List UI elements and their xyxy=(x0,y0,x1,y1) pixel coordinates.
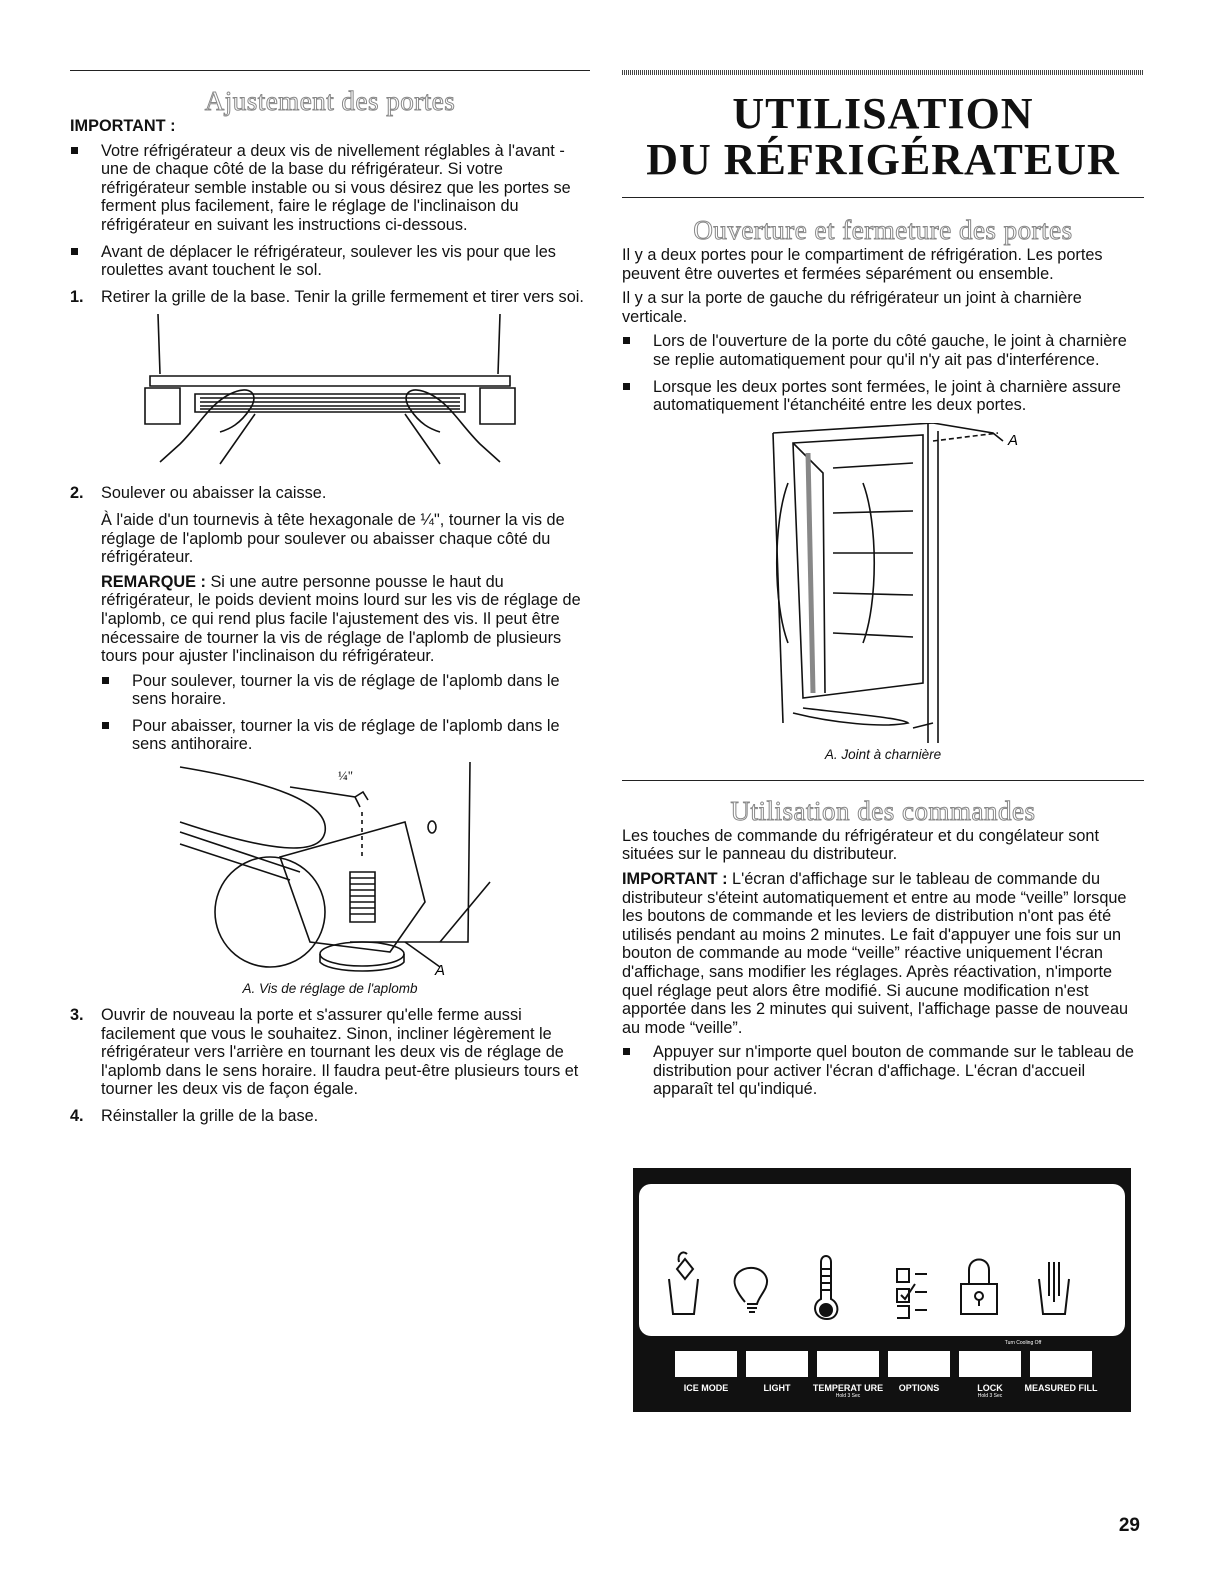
paragraph: Les touches de commande du réfrigérateur et du congélateur sont situées sur le panneau du distributeur. xyxy=(622,826,1099,864)
display-icons xyxy=(639,1184,1125,1336)
dispenser-control-panel xyxy=(633,1168,1131,1412)
right-top-rule xyxy=(622,70,1144,75)
remarque-label: REMARQUE : xyxy=(101,572,206,591)
display-screen xyxy=(639,1184,1125,1336)
hold-3-sec-label: Hold 3 Sec xyxy=(835,1393,861,1399)
step-text: Retirer la grille de la base. Tenir la grille fermement et tirer vers soi. xyxy=(101,287,584,306)
left-top-rule xyxy=(70,70,590,71)
figure-caption: A. Vis de réglage de l'aplomb xyxy=(242,981,418,997)
bullet-item: Avant de déplacer le réfrigérateur, soulever les vis pour que les roulettes avant touchent le sol. xyxy=(70,243,590,280)
door-bullets xyxy=(622,332,1144,414)
step-3 xyxy=(70,1006,590,1099)
options-icon xyxy=(897,1269,927,1318)
figure-label-a: A xyxy=(435,962,446,978)
measured-fill-label: MEASURED FILL xyxy=(1024,1383,1098,1393)
options-label: OPTIONS xyxy=(898,1383,940,1393)
panel-button-row xyxy=(633,1351,1131,1411)
important-label: IMPORTANT : xyxy=(622,869,728,888)
control-bullets xyxy=(622,1043,1144,1099)
step-2-bullets xyxy=(101,672,590,754)
bullet-item: Lors de l'ouverture de la porte du côté gauche, le joint à charnière se replie automatiquement pour qu'il n'y ait pas d'interférence. xyxy=(622,332,1144,369)
step-text: Ouvrir de nouveau la porte et s'assurer qu'elle ferme aussi facilement que vous le souhaitez. Sinon, incliner légèrement le réfrigérateur vers l'arrière en tournant les deux vis de réglage de l'aplomb dans le sens horaire. Il faudra peut-être plusieurs tours et tourner les deux vis de façon égale. xyxy=(101,1006,579,1099)
figure-caption: A. Joint à charnière xyxy=(824,746,942,762)
ice-mode-icon xyxy=(669,1252,698,1314)
step-1 xyxy=(70,288,590,307)
steps-list xyxy=(70,288,590,307)
left-column xyxy=(70,70,590,1134)
quarter-inch-label: ¼" xyxy=(338,768,354,784)
bullet-item: Lorsque les deux portes sont fermées, le joint à charnière assure automatiquement l'étanchéité entre les deux portes. xyxy=(622,378,1144,415)
important-label: IMPORTANT : xyxy=(70,117,176,135)
figure-label-a: A xyxy=(1008,431,1019,449)
lock-icon xyxy=(961,1260,997,1315)
temperature-button[interactable] xyxy=(817,1351,879,1377)
bullet-item: Votre réfrigérateur a deux vis de nivellement réglables à l'avant - une de chaque côté de la base du réfrigérateur. Si votre réfrigérateur semble instable ou si vous désirez que les portes se ferment plus facilement, faire le réglage de l'inclinaison du réfrigérateur en suivant les instructions ci-dessous. xyxy=(70,142,590,235)
lock-button[interactable] xyxy=(959,1351,1021,1377)
lock-label: LOCK Hold 3 Sec xyxy=(946,1383,1034,1399)
step-4 xyxy=(70,1107,590,1126)
important-paragraph xyxy=(622,870,1144,1037)
steps-list-final xyxy=(70,1006,590,1126)
measured-fill-button[interactable] xyxy=(1030,1351,1092,1377)
light-button[interactable] xyxy=(746,1351,808,1377)
hinged-seal-illustration xyxy=(733,423,1033,743)
thermometer-icon xyxy=(815,1256,837,1319)
title-rule xyxy=(622,197,1144,198)
section-title-doors: Ouverture et fermeture des portes xyxy=(693,215,1073,245)
ice-mode-button[interactable] xyxy=(675,1351,737,1377)
light-label: LIGHT xyxy=(763,1383,791,1393)
leveling-screw-illustration xyxy=(150,762,510,977)
steps-list-continued xyxy=(70,484,590,503)
step-2 xyxy=(70,484,590,503)
page-title xyxy=(622,91,1144,183)
step-2-paragraph: À l'aide d'un tournevis à tête hexagonale de ¼", tourner la vis de réglage de l'aplomb pour soulever ou abaisser chaque côté du réfrigérateur. xyxy=(101,510,565,567)
remarque-paragraph xyxy=(101,573,590,666)
section-title-controls: Utilisation des commandes xyxy=(730,795,1036,826)
step-number: 1. xyxy=(70,287,84,306)
light-bulb-icon xyxy=(734,1268,767,1312)
step-text: Réinstaller la grille de la base. xyxy=(101,1107,319,1126)
step-text: Soulever ou abaisser la caisse. xyxy=(101,484,327,503)
remarque-text: Si une autre personne pousse le haut du réfrigérateur, le poids devient moins lourd sur les vis de réglage de l'aplomb, ce qui rend plus facile l'ajustement des vis. Il peut être nécessaire de tourner la vis de réglage de l'aplomb de plusieurs tours pour ajuster l'inclinaison du réfrigérateur. xyxy=(101,572,581,666)
bullet-item: Pour abaisser, tourner la vis de réglage de l'aplomb dans le sens antihoraire. xyxy=(101,717,590,754)
options-button[interactable] xyxy=(888,1351,950,1377)
title-line-2: DU RÉFRIGÉRATEUR xyxy=(646,135,1120,184)
paragraph: Il y a sur la porte de gauche du réfrigérateur un joint à charnière verticale. xyxy=(622,289,1082,326)
section-rule xyxy=(622,780,1144,781)
section-title-door-adjust: Ajustement des portes xyxy=(204,86,456,116)
step-number: 2. xyxy=(70,484,84,503)
important-bullets xyxy=(70,142,590,280)
step-2-details xyxy=(70,511,590,754)
ice-mode-label: ICE MODE xyxy=(683,1383,729,1393)
bullet-item: Appuyer sur n'importe quel bouton de commande sur le tableau de distribution pour activer l'écran d'affichage. L'écran d'accueil apparaît tel qu'indiqué. xyxy=(622,1043,1144,1099)
bullet-item: Pour soulever, tourner la vis de réglage de l'aplomb dans le sens horaire. xyxy=(101,672,590,709)
page-number: 29 xyxy=(1118,1515,1140,1536)
temperature-label: TEMPERAT URE Hold 3 Sec xyxy=(804,1383,892,1399)
right-column xyxy=(622,70,1144,1107)
hold-3-sec-label: Hold 3 Sec xyxy=(977,1393,1003,1399)
important-text: L'écran d'affichage sur le tableau de commande du distributeur s'éteint automatiquement et entre au mode “veille” lorsque les boutons de commande et les leviers de distribution n'ont pas été utilisés pendant au moins 2 minutes. Le fait d'appuyer une fois sur un bouton de commande au mode “veille” réactive uniquement l'écran d'affichage, sans modifier les réglages. Après réactivation, n'importe quel réglage peut alors être modifié. Si aucune modification n'est apportée dans les 2 minutes qui suivent, l'affichage passe de nouveau au mode “veille”. xyxy=(622,869,1129,1037)
base-grille-illustration xyxy=(140,314,520,474)
measured-fill-icon xyxy=(1039,1262,1069,1314)
paragraph: Il y a deux portes pour le compartiment de réfrigération. Les portes peuvent être ouvertes et fermées séparément ou ensemble. xyxy=(622,246,1103,283)
step-number: 4. xyxy=(70,1107,84,1126)
title-line-1: UTILISATION xyxy=(732,89,1034,138)
turn-cooling-off-label: Turn Cooling Off xyxy=(1004,1340,1042,1346)
step-number: 3. xyxy=(70,1006,84,1025)
